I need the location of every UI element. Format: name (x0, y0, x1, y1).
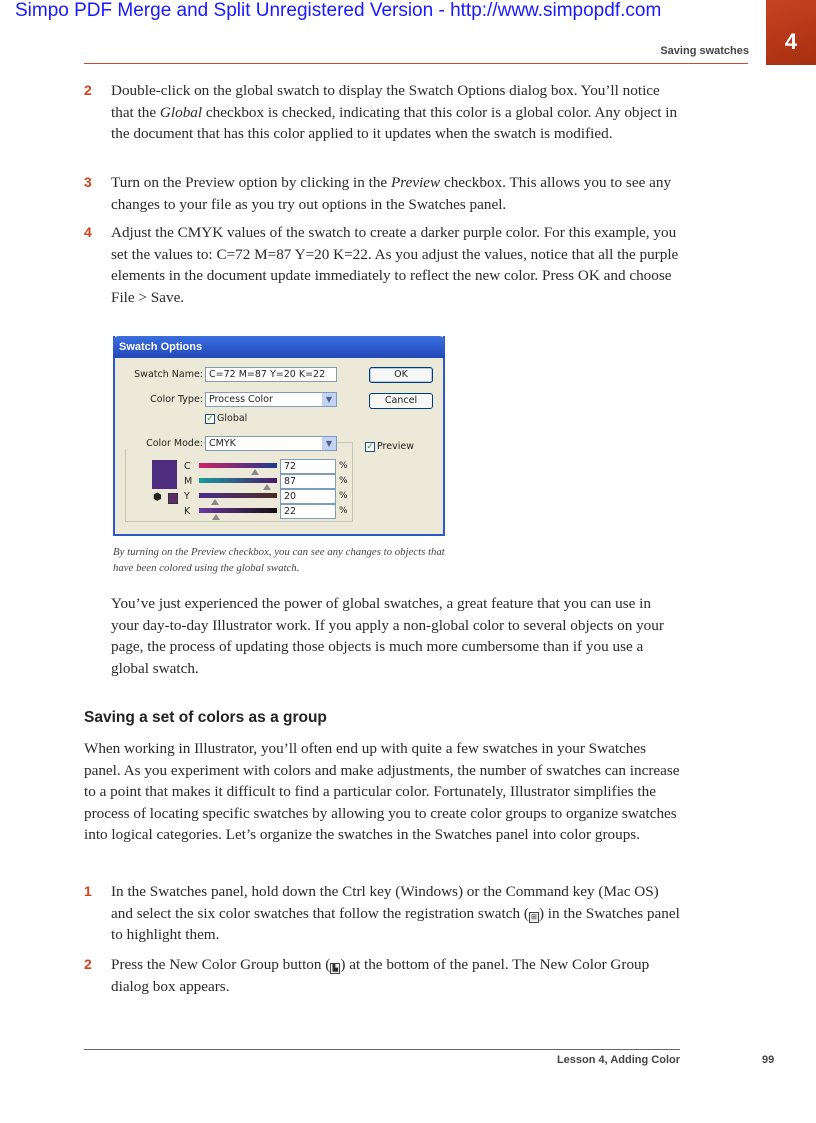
step-text: Turn on the Preview option by clicking in the Preview checkbox. This allows you to see any changes to your file as you try out options in the Swatches panel. (111, 174, 672, 213)
step-number: 4 (84, 224, 92, 240)
ok-button[interactable]: OK (369, 367, 433, 383)
cancel-button[interactable]: Cancel (369, 393, 433, 409)
step-3 (84, 172, 684, 215)
chevron-down-icon: ▼ (322, 437, 336, 450)
global-checkbox[interactable]: ✓ Global (206, 413, 248, 424)
preview-checkbox[interactable]: ✓ Preview (366, 441, 414, 452)
watermark: Simpo PDF Merge and Split Unregistered Version - http://www.simpopdf.com (15, 0, 662, 21)
section-heading: Saving a set of colors as a group (84, 709, 327, 726)
channel-value-m[interactable]: 87 (280, 474, 336, 489)
swatch-name-label: Swatch Name: (134, 369, 203, 380)
slider-m[interactable] (199, 478, 277, 483)
chevron-down-icon: ▼ (322, 393, 336, 406)
step-text: Double-click on the global swatch to display the Swatch Options dialog box. You’ll notice that the Global checkbox is checked, indicating that this color is a global color. Any object in the document that has this color applied to it updates when the swatch is modified. (111, 82, 678, 143)
color-mode-label: Color Mode: (119, 438, 203, 449)
channel-value-y[interactable]: 20 (280, 489, 336, 504)
page-number: 99 (762, 1054, 775, 1066)
step-text: Press the New Color Group button ( ▙ ) at the bottom of the panel. The New Color Group dialog box appears. (111, 956, 650, 995)
body-paragraph: You’ve just experienced the power of global swatches, a great feature that you can use in your day-to-day Illustrator work. If you apply a non-global color to several objects on your page, the process of updating those objects is much more cumbersome than if you use a global swatch. (111, 595, 664, 677)
slider-thumb-icon[interactable] (212, 514, 220, 520)
swatch-options-dialog (113, 336, 445, 536)
header-rule (84, 63, 748, 64)
checkmark-icon: ✓ (366, 441, 374, 452)
step-number: 2 (84, 82, 92, 98)
registration-swatch-icon: ⊞ (529, 912, 539, 923)
step-number: 1 (84, 883, 92, 899)
out-of-gamut-cube-icon[interactable]: ⬢ (153, 492, 162, 503)
new-color-group-icon: ▙ (330, 963, 340, 974)
step-4 (84, 222, 684, 308)
gamut-swatch[interactable] (168, 493, 178, 504)
channel-label-y: Y (184, 491, 190, 502)
slider-thumb-icon[interactable] (263, 484, 271, 490)
step-number: 3 (84, 174, 92, 190)
slider-c[interactable] (199, 463, 277, 468)
slider-thumb-icon[interactable] (251, 469, 259, 475)
figure-caption: By turning on the Preview checkbox, you can see any changes to objects that have been colored using the global swatch. (113, 546, 445, 574)
chapter-number: 4 (784, 29, 798, 54)
percent-label: % (339, 476, 348, 486)
slider-y[interactable] (199, 493, 277, 498)
running-head: Saving swatches (660, 45, 749, 57)
footer-rule (84, 1049, 680, 1050)
channel-value-c[interactable]: 72 (280, 459, 336, 474)
slider-thumb-icon[interactable] (211, 499, 219, 505)
color-type-select[interactable]: Process Color ▼ (205, 392, 337, 407)
channel-value-k[interactable]: 22 (280, 504, 336, 519)
channel-label-c: C (184, 461, 191, 472)
channel-label-k: K (184, 506, 191, 517)
chapter-tab (766, 0, 816, 65)
section-step-2 (84, 954, 684, 997)
step-2 (84, 80, 684, 145)
checkmark-icon: ✓ (206, 413, 214, 424)
swatch-name-input[interactable]: C=72 M=87 Y=20 K=22 (205, 367, 337, 382)
color-preview-swatch (152, 460, 177, 489)
footer-title: Lesson 4, Adding Color (556, 1054, 680, 1066)
step-text: In the Swatches panel, hold down the Ctrl key (Windows) or the Command key (Mac OS) and select the six color swatches that follow the registration swatch ( ⊞ ) in the Swatches panel to highlight them. (111, 883, 680, 944)
step-number: 2 (84, 956, 92, 972)
dialog-title: Swatch Options (113, 336, 445, 358)
section-intro: When working in Illustrator, you’ll often end up with quite a few swatches in your Swatches panel. As you experiment with colors and make adjustments, the number of swatches can increase to a point that makes it difficult to find a particular color. Fortunately, Illustrator simplifies the process of locating specific swatches by allowing you to create color groups to organize swatches into logical categories. Let’s organize the swatches in the Swatches panel into color groups. (84, 740, 680, 844)
step-text: Adjust the CMYK values of the swatch to create a darker purple color. For this example, you set the values to: C=72 M=87 Y=20 K=22. As you adjust the values, notice that all the purple elements in the document update immediately to reflect the new color. Press OK and choose File > Save. (111, 224, 679, 306)
section-step-1 (84, 881, 684, 946)
percent-label: % (339, 491, 348, 501)
color-type-label: Color Type: (150, 394, 203, 405)
percent-label: % (339, 461, 348, 471)
color-mode-select[interactable]: CMYK ▼ (205, 436, 337, 451)
slider-k[interactable] (199, 508, 277, 513)
percent-label: % (339, 506, 348, 516)
channel-label-m: M (184, 476, 193, 487)
